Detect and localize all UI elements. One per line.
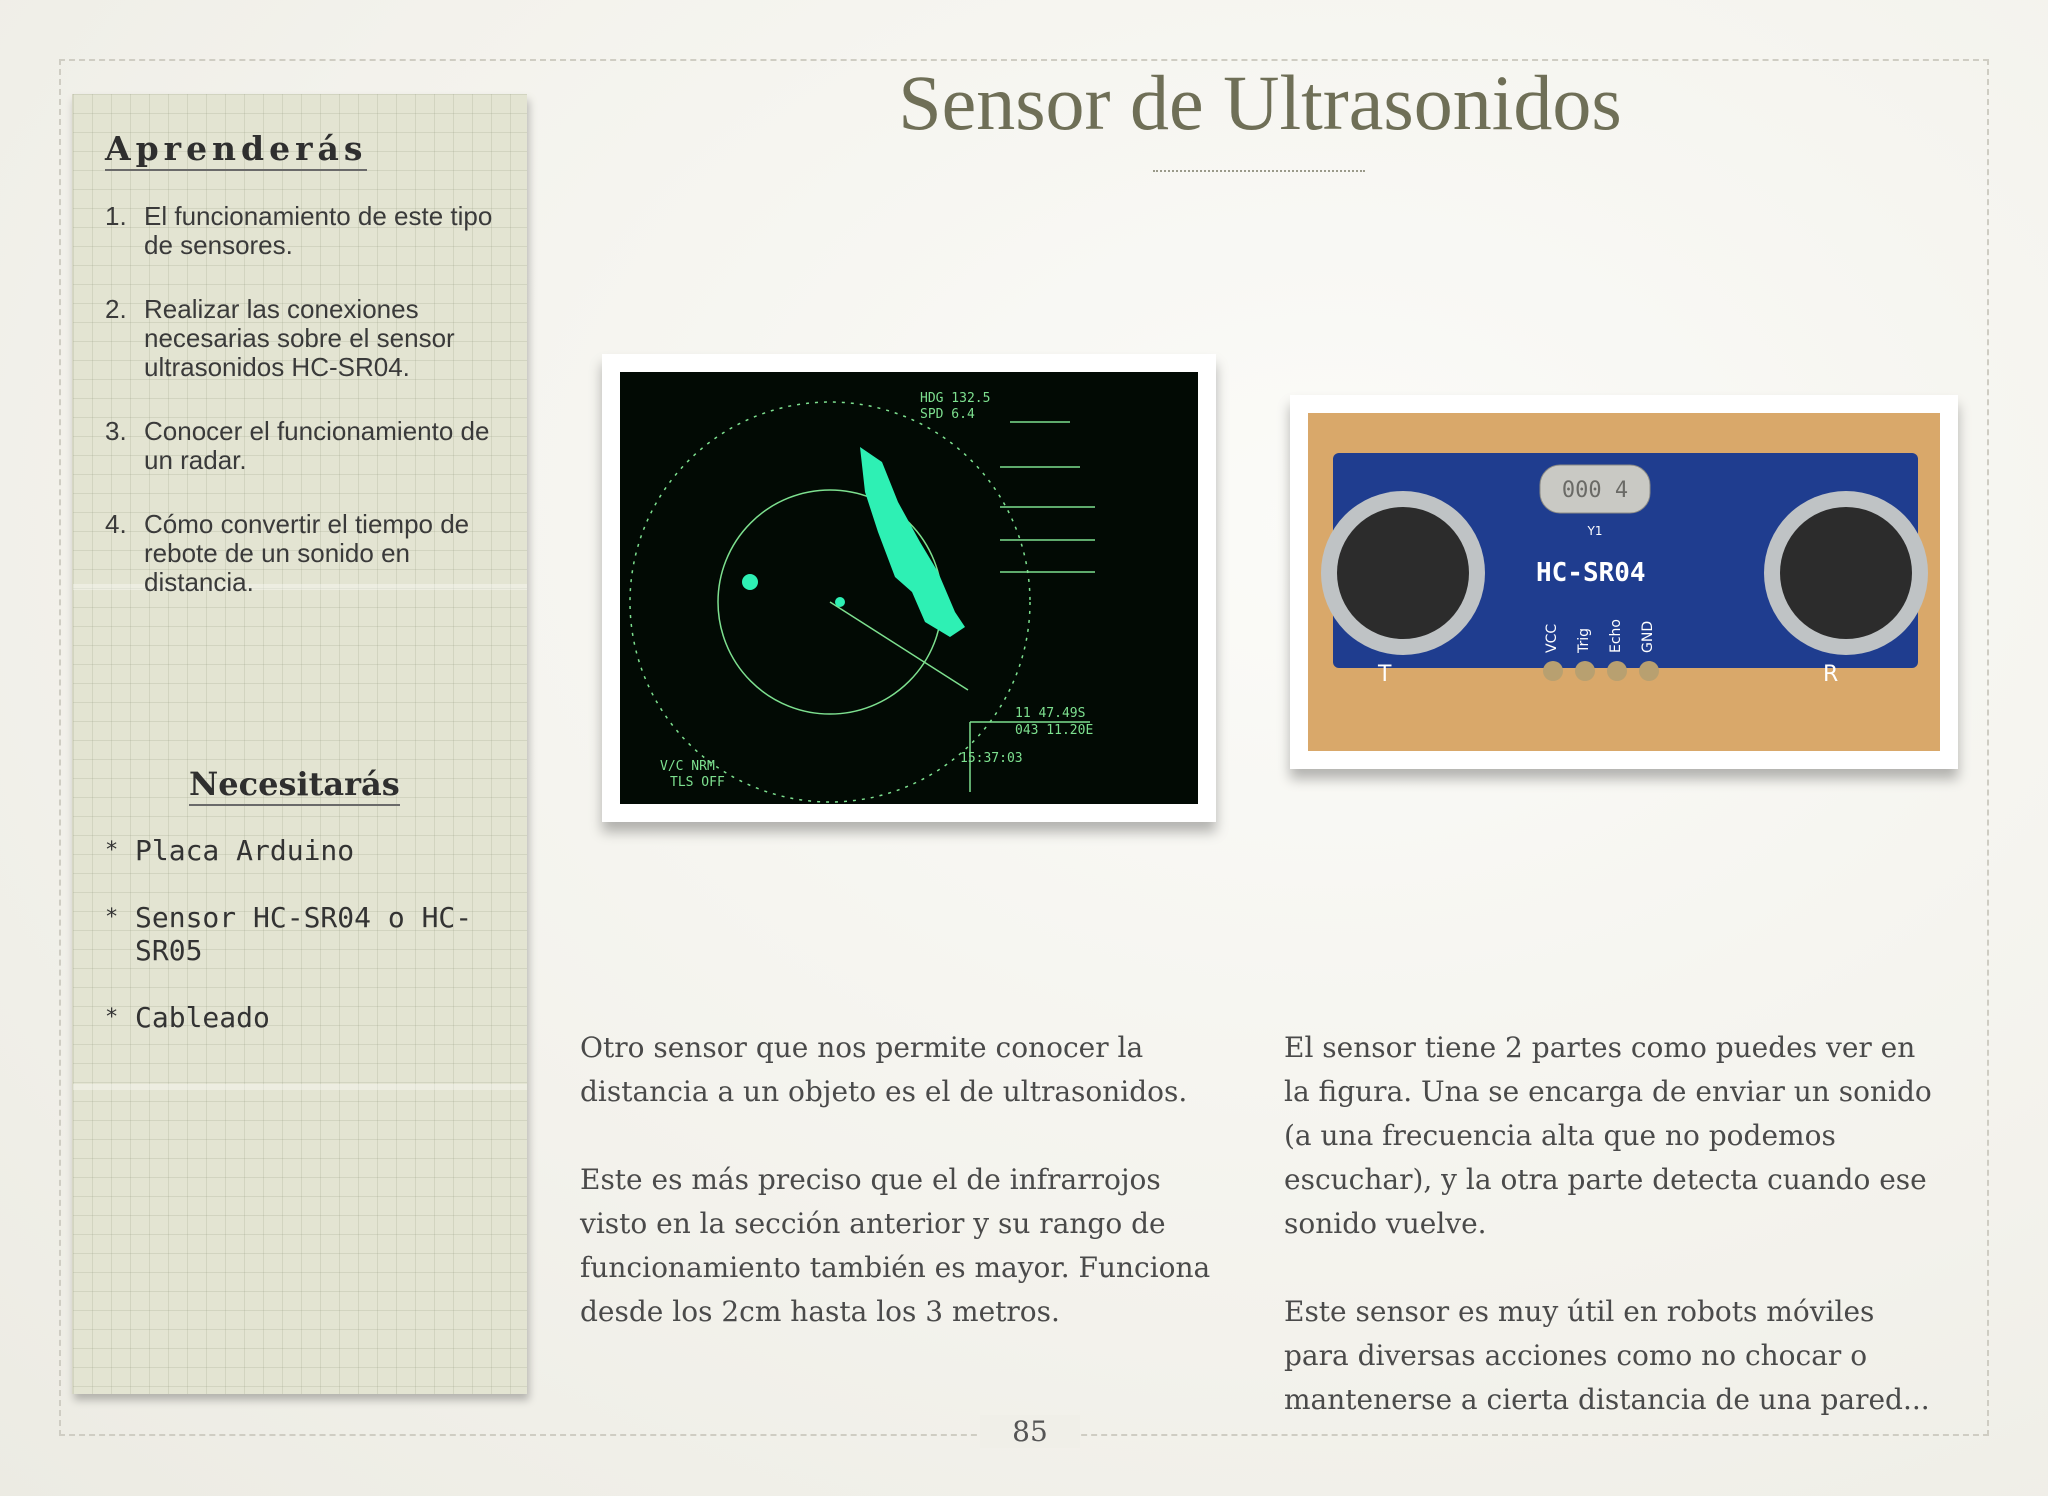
item-text: Cómo convertir el tiempo de rebote de un sonido en distancia. (144, 509, 470, 597)
asterisk-bullet-icon: * (105, 905, 119, 930)
page-title: Sensor de Ultrasonidos (898, 59, 1622, 146)
radar-time: 15:37:03 (960, 751, 1023, 766)
pin-label: Echo (1608, 619, 1624, 653)
item-text: El funcionamiento de este tipo de sensores. (144, 201, 493, 260)
item-text: Realizar las conexiones necesarias sobre el sensor ultrasonidos HC-SR04. (144, 294, 455, 382)
paragraph: Otro sensor que nos permite conocer la distancia a un objeto es el de ultrasonidos. (580, 1031, 1188, 1108)
transmitter-mark: T (1378, 662, 1392, 687)
need-list (105, 834, 505, 1068)
body-column-right (1284, 1026, 1934, 1466)
radar-tls: TLS OFF (670, 775, 725, 790)
paper-tear (73, 1084, 527, 1090)
title-divider (1153, 170, 1365, 172)
radar-image (620, 372, 1198, 804)
page-number: 85 (980, 1415, 1080, 1448)
sensor-image (1308, 413, 1940, 751)
item-text: Placa Arduino (135, 834, 355, 867)
paragraph: Este es más preciso que el de infrarrojos visto en la sección anterior y su rango de funcionamiento también es mayor. Funciona desde los 2cm hasta los 3 metros. (580, 1163, 1211, 1328)
crystal-ref: Y1 (1587, 524, 1603, 538)
radar-coordinate: 043 11.20E (1015, 723, 1094, 738)
learn-list (105, 202, 505, 632)
pin-label: GND (1640, 620, 1656, 653)
radar-coordinate: 11 47.49S (1015, 706, 1086, 721)
body-column-left (580, 1026, 1230, 1378)
learn-heading: Aprenderás (105, 129, 367, 171)
item-number: 3. (105, 416, 127, 446)
crystal-label: 000 4 (1561, 478, 1629, 503)
paragraph: Este sensor es muy útil en robots móviles para diversas acciones como no chocar o mantenerse a cierta distancia de una pared... (1284, 1295, 1930, 1416)
learn-item (105, 417, 505, 475)
item-number: 2. (105, 294, 127, 324)
need-heading: Necesitarás (189, 764, 400, 806)
radar-vc: V/C NRM (660, 759, 715, 774)
radar-speed-readout: SPD 6.4 (920, 407, 975, 422)
radar-heading-readout: HDG 132.5 (920, 391, 991, 406)
item-text: Sensor HC-SR04 o HC-SR05 (135, 901, 473, 967)
asterisk-bullet-icon: * (105, 1005, 119, 1030)
item-number: 4. (105, 509, 127, 539)
learn-item (105, 510, 505, 597)
sensor-photo (1290, 395, 1958, 769)
paragraph: El sensor tiene 2 partes como puedes ver en la figura. Una se encarga de enviar un sonido (a una frecuencia alta que no podemos escuchar), y la otra parte detecta cuando ese sonido vuelve. (1284, 1031, 1932, 1240)
learn-item (105, 295, 505, 382)
learn-item (105, 202, 505, 260)
sensor-model-label: HC-SR04 (1536, 558, 1646, 588)
need-item (105, 1001, 505, 1034)
receiver-mark: R (1823, 662, 1839, 687)
pin-label: VCC (1544, 623, 1560, 653)
need-item (105, 901, 505, 967)
item-number: 1. (105, 201, 127, 231)
sidebar-notes (72, 94, 527, 1394)
pin-label: Trig (1576, 627, 1592, 653)
item-text: Cableado (135, 1001, 270, 1034)
asterisk-bullet-icon: * (105, 838, 119, 863)
radar-photo (602, 354, 1216, 822)
item-text: Conocer el funcionamiento de un radar. (144, 416, 490, 475)
need-item (105, 834, 505, 867)
